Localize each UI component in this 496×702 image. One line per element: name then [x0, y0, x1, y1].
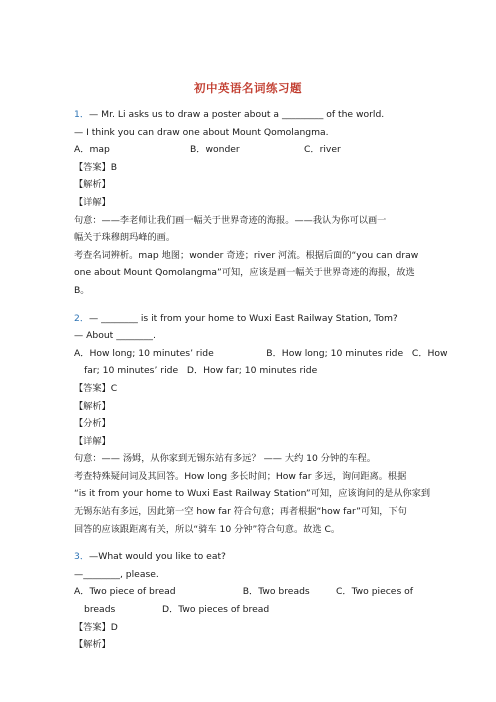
question-1-stem-1: — Mr. Li asks us to draw a poster about a _________ of the world.	[89, 109, 385, 120]
question-2-stem-1: — ________ is it from your home to Wuxi East Railway Station, Tom?	[89, 312, 398, 324]
question-2-stem-2: — About ________.	[74, 330, 156, 342]
question-3-number: 3．	[74, 551, 90, 563]
question-1-options	[74, 141, 426, 159]
question-2-fenxi: 【分析】	[74, 418, 111, 430]
question-1-explanation-2b: one about Mount Qomolangma”可知，应该是画一幅关于世界奇迹的海报，故选	[74, 267, 415, 279]
question-1-explanation-2a: 考查名词辨析。map 地图；wonder 奇迹；river 河流。根据后面的“you can draw	[74, 249, 419, 261]
question-2-number: 2．	[74, 312, 90, 324]
question-2-explanation-2a: 考查特殊疑问词及其回答。How long 多长时间；How far 多远，询问距离。根据	[74, 470, 407, 482]
question-2-options-line-1: A．How long; 10 minutes’ ride B．How long; 10 minutes ride C．How	[74, 347, 448, 359]
question-1-option-b: B．wonder	[190, 144, 240, 156]
question-1-explanation-2c: B。	[74, 284, 90, 296]
question-3-options-line-1: A．Two piece of bread B．Two breads C．Two pieces of	[74, 586, 414, 598]
question-2-stem-line-1	[74, 310, 426, 328]
question-1-number: 1．	[74, 109, 90, 120]
question-1-xiangjie: 【详解】	[74, 196, 111, 208]
question-1-option-a: A．map	[74, 144, 110, 156]
question-2-xiangjie: 【详解】	[74, 435, 111, 447]
question-1-stem-2: — I think you can draw one about Mount Qomolangma.	[74, 126, 329, 138]
question-2-explanation-2d: 回答的应该跟距离有关，所以“骑车 10 分钟”符合句意。故选 C。	[74, 523, 341, 535]
question-2-explanation-1: 句意：—— 汤姆，从你家到无锡东站有多远？ —— 大约 10 分钟的车程。	[74, 453, 376, 465]
question-1-option-c: C．river	[304, 144, 341, 156]
question-1-explanation-1a: 句意：——李老师让我们画一幅关于世界奇迹的海报。——我认为你可以画一	[74, 214, 387, 226]
document-title: 初中英语名词练习题	[194, 81, 302, 95]
question-1-answer: 【答案】B	[74, 161, 118, 173]
question-2-explanation-2c: 无锡东站有多远，因此第一空 how far 符合句意；再者根据“how far”可知，下句	[74, 506, 407, 518]
question-1-jiexi: 【解析】	[74, 179, 111, 191]
question-2-jiexi: 【解析】	[74, 400, 111, 412]
question-3-jiexi: 【解析】	[74, 639, 111, 651]
question-3-stem-1: —What would you like to eat?	[89, 551, 226, 563]
question-3-answer: 【答案】D	[74, 621, 118, 633]
question-3-stem-2: —________, please.	[74, 568, 159, 580]
question-3-options-line-2: breads D．Two pieces of bread	[84, 604, 270, 616]
document-body	[74, 106, 448, 654]
question-2-explanation-2b: “is it from your home to Wuxi East Railway Station”可知，应该询问的是从你家到	[74, 488, 431, 500]
question-1-stem-line-1	[74, 106, 426, 124]
question-2-options-line-2: far; 10 minutes’ ride D．How far; 10 minutes ride	[84, 365, 318, 377]
question-2-answer: 【答案】C	[74, 382, 118, 394]
question-3-stem-line-1	[74, 548, 426, 566]
question-1-explanation-1b: 幅关于珠穆朗玛峰的画。	[74, 232, 176, 244]
